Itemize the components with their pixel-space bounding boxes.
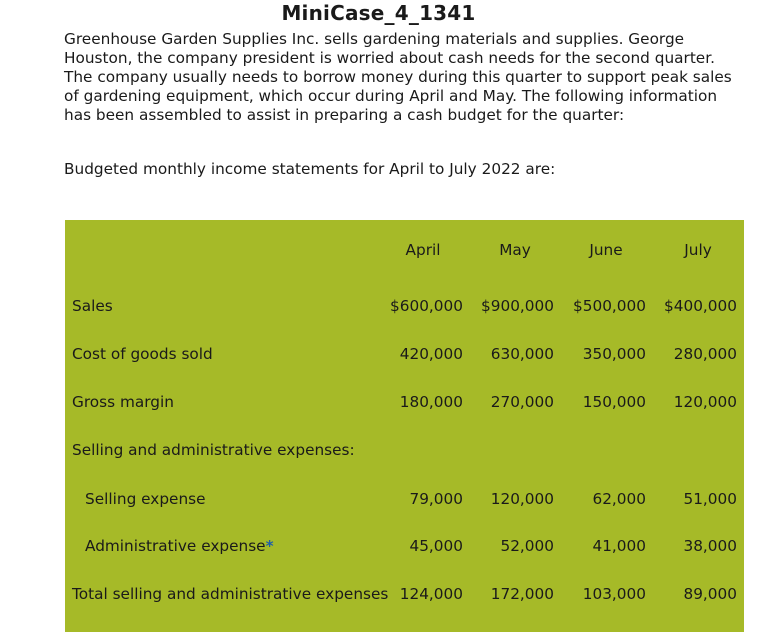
- table-cell: 79,000: [409, 490, 463, 508]
- table-cell: 630,000: [490, 345, 554, 363]
- intro-paragraph: [64, 30, 732, 125]
- table-cell: 172,000: [490, 585, 554, 603]
- intro-line: has been assembled to assist in preparing a cash budget for the quarter:: [64, 106, 625, 124]
- intro-line: The company usually needs to borrow money during this quarter to support peak sales: [64, 68, 732, 86]
- table-cell: 150,000: [582, 393, 646, 411]
- intro-line: Greenhouse Garden Supplies Inc. sells gardening materials and supplies. George: [64, 30, 685, 48]
- page-title: MiniCase_4_1341: [281, 1, 476, 25]
- row-label-selling-expense: Selling expense: [85, 490, 206, 508]
- row-label-sales: Sales: [72, 297, 113, 315]
- table-cell: 62,000: [592, 490, 646, 508]
- income-statement-table: [65, 220, 744, 632]
- column-header-may: May: [499, 241, 531, 259]
- table-cell: 120,000: [673, 393, 737, 411]
- table-cell: 51,000: [683, 490, 737, 508]
- table-cell: 124,000: [399, 585, 463, 603]
- table-cell: 180,000: [399, 393, 463, 411]
- row-label-administrative-expense: [85, 537, 274, 556]
- column-header-june: June: [589, 241, 623, 259]
- row-label-cost-of-goods-sold: Cost of goods sold: [72, 345, 213, 363]
- row-label-total-selling-admin: Total selling and administrative expenses: [72, 585, 389, 603]
- row-label-gross-margin: Gross margin: [72, 393, 174, 411]
- table-cell: $900,000: [481, 297, 554, 315]
- column-header-july: July: [684, 241, 712, 259]
- table-cell: 103,000: [582, 585, 646, 603]
- table-cell: 38,000: [683, 537, 737, 555]
- budget-statement-label: Budgeted monthly income statements for April to July 2022 are:: [64, 160, 556, 178]
- table-cell: $500,000: [573, 297, 646, 315]
- table-cell: $400,000: [664, 297, 737, 315]
- table-cell: 350,000: [582, 345, 646, 363]
- table-cell: 280,000: [673, 345, 737, 363]
- table-cell: 52,000: [500, 537, 554, 555]
- table-cell: 45,000: [409, 537, 463, 555]
- table-cell: $600,000: [390, 297, 463, 315]
- intro-line: Houston, the company president is worried about cash needs for the second quarter.: [64, 49, 715, 67]
- table-cell: 120,000: [490, 490, 554, 508]
- table-cell: 420,000: [399, 345, 463, 363]
- footnote-marker: *: [265, 537, 274, 555]
- table-cell: 41,000: [592, 537, 646, 555]
- table-cell: 270,000: [490, 393, 554, 411]
- row-label-selling-admin-heading: Selling and administrative expenses:: [72, 441, 355, 459]
- table-cell: 89,000: [683, 585, 737, 603]
- column-header-april: April: [405, 241, 441, 259]
- administrative-expense-label: Administrative expense: [85, 537, 266, 555]
- intro-line: of gardening equipment, which occur during April and May. The following information: [64, 87, 718, 105]
